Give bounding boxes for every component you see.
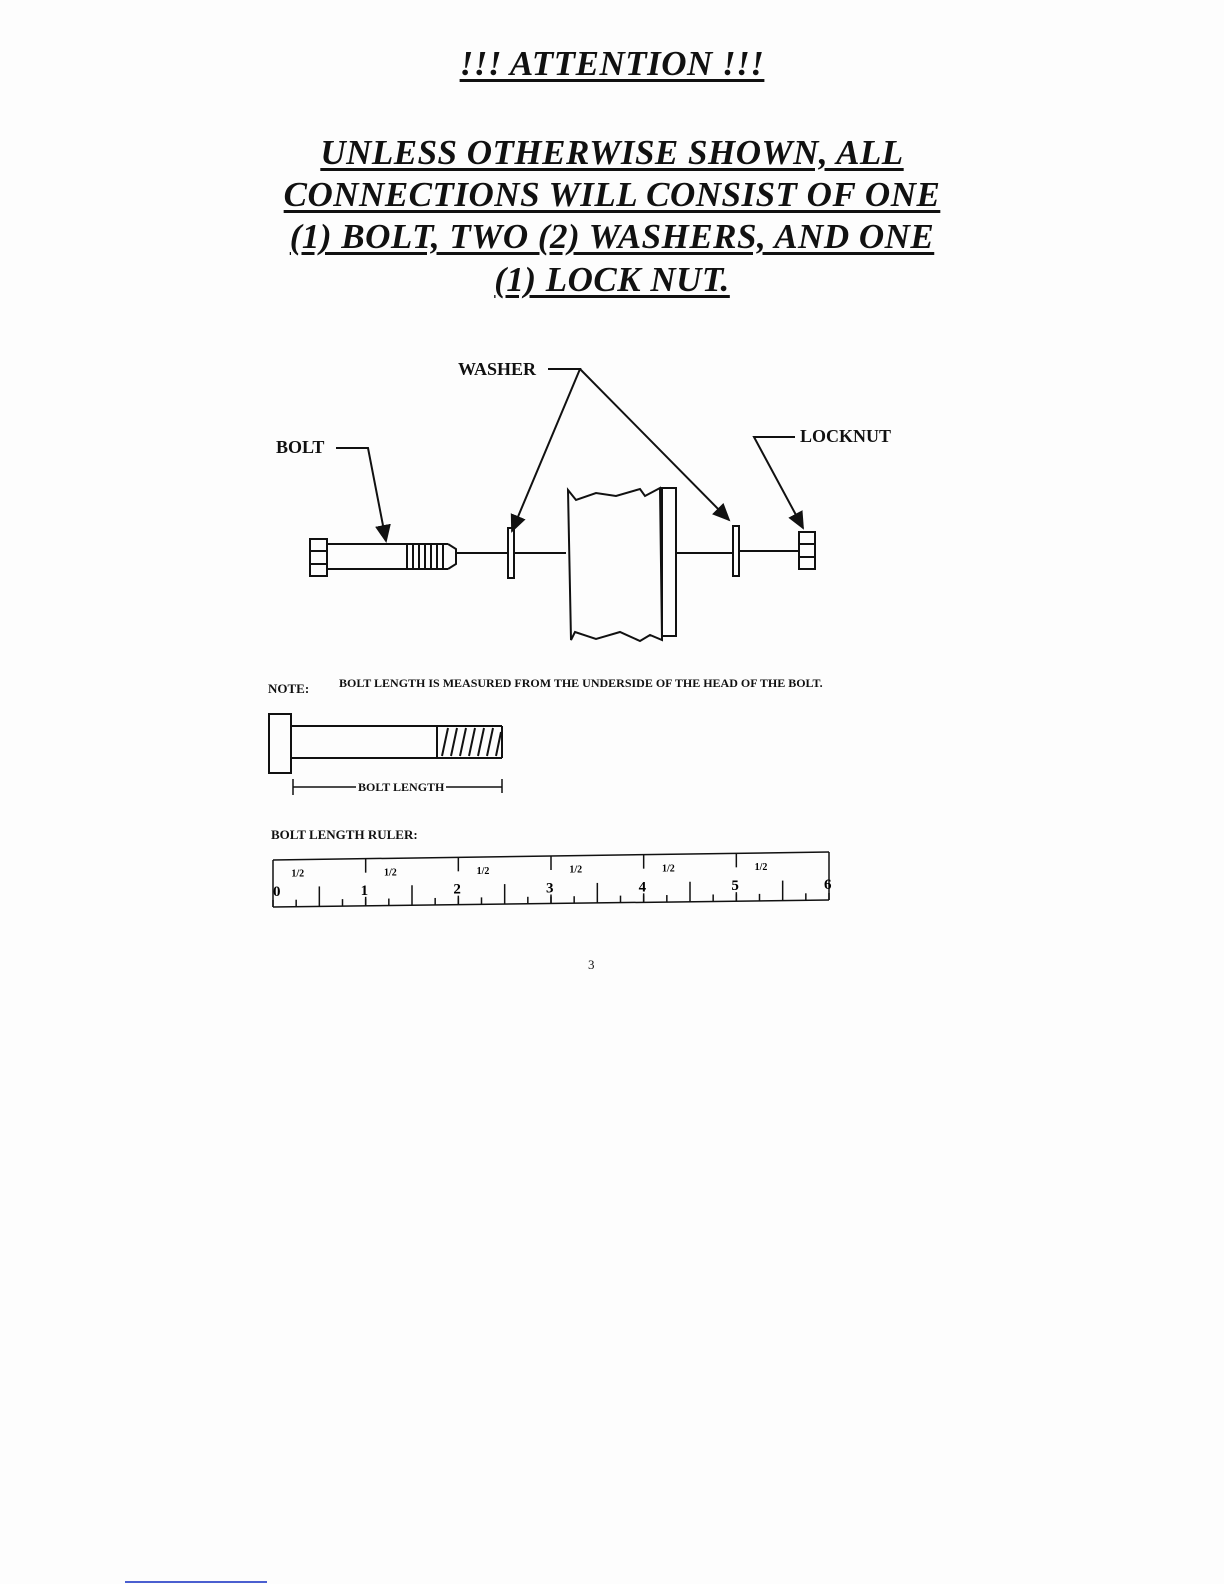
bolt-label: BOLT	[276, 437, 325, 457]
ruler-number: 3	[546, 880, 554, 897]
notice-line-1: UNLESS OTHERWISE SHOWN, ALL	[320, 133, 904, 172]
scan-artifact-line	[125, 1581, 267, 1583]
ruler-number: 4	[638, 879, 647, 896]
ruler-number: 2	[453, 881, 461, 898]
ruler-title: BOLT LENGTH RULER:	[271, 827, 418, 842]
note-label: NOTE:	[268, 681, 310, 696]
washer-label: WASHER	[458, 359, 537, 379]
bolt-length-label: BOLT LENGTH	[358, 780, 445, 794]
ruler-number: 6	[824, 877, 832, 893]
page-number: 3	[588, 957, 595, 972]
ruler-half-label: 1/2	[569, 864, 583, 876]
ruler-number: 1	[360, 882, 369, 899]
attention-heading: !!! ATTENTION !!!	[459, 44, 765, 83]
note-text: BOLT LENGTH IS MEASURED FROM THE UNDERSIDE OF THE HEAD OF THE BOLT.	[339, 676, 823, 690]
ruler-half-label: 1/2	[476, 866, 490, 878]
notice-line-4: (1) LOCK NUT.	[494, 260, 730, 299]
ruler-half-label: 1/2	[291, 868, 305, 880]
ruler-number: 5	[731, 878, 739, 895]
locknut-label: LOCKNUT	[800, 426, 892, 446]
notice-line-2: CONNECTIONS WILL CONSIST OF ONE	[283, 175, 941, 214]
ruler-half-label: 1/2	[662, 863, 675, 875]
ruler-half-label: 1/2	[754, 862, 768, 874]
ruler-half-label: 1/2	[384, 867, 397, 879]
ruler-number: 0	[273, 884, 281, 900]
notice-line-3: (1) BOLT, TWO (2) WASHERS, AND ONE	[289, 217, 935, 256]
